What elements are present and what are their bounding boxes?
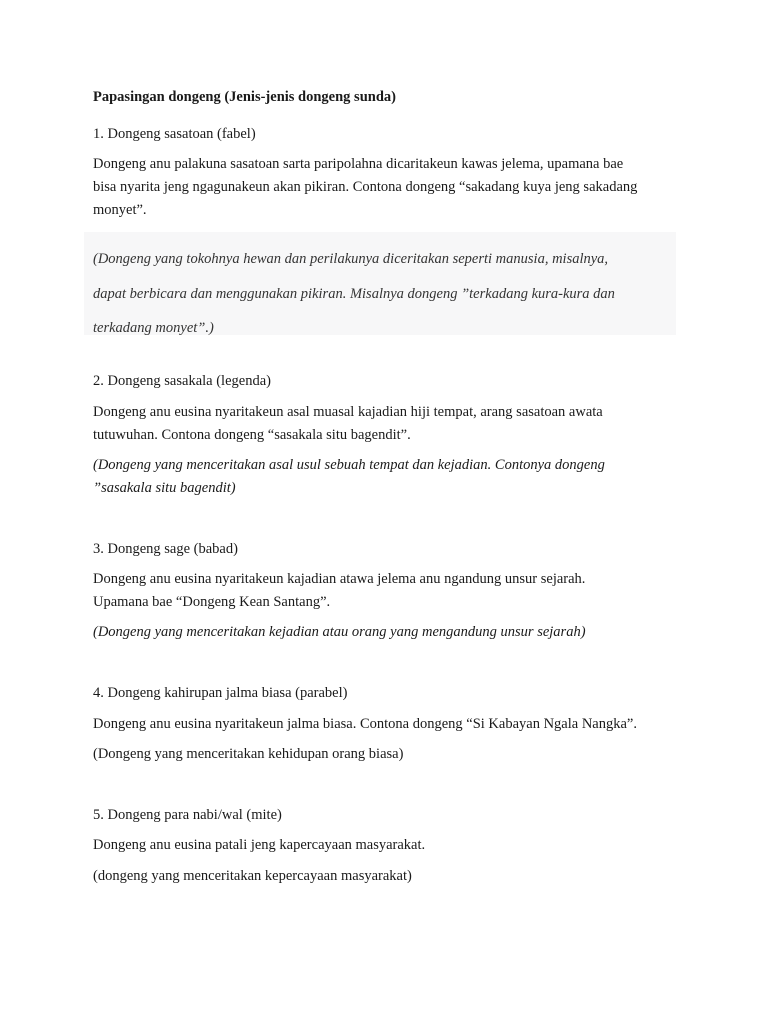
section-1-translation-line: dapat berbicara dan menggunakan pikiran. Misalnya dongeng ”terkadang kura-kura dan — [93, 286, 615, 302]
section-2-body-line: tutuwuhan. Contona dongeng “sasakala situ bagendit”. — [93, 427, 411, 443]
section-5-body-line: Dongeng anu eusina patali jeng kapercayaan masyarakat. — [93, 837, 426, 853]
section-1-heading: 1. Dongeng sasatoan (fabel) — [93, 126, 256, 142]
section-4-heading: 4. Dongeng kahirupan jalma biasa (parabel) — [93, 685, 348, 701]
section-2-body-line: Dongeng anu eusina nyaritakeun asal muasal kajadian hiji tempat, arang sasatoan awata — [93, 404, 603, 420]
section-1-body-line: monyet”. — [93, 202, 147, 218]
section-2-heading: 2. Dongeng sasakala (legenda) — [93, 373, 271, 389]
section-1-translation-line: terkadang monyet”.) — [93, 320, 214, 336]
section-5-translation-line: (dongeng yang menceritakan kepercayaan masyarakat) — [93, 868, 412, 884]
section-3-body-line: Upamana bae “Dongeng Kean Santang”. — [93, 594, 331, 610]
section-1-body-line: Dongeng anu palakuna sasatoan sarta paripolahna dicaritakeun kawas jelema, upamana bae — [93, 156, 624, 172]
document-title: Papasingan dongeng (Jenis-jenis dongeng sunda) — [93, 89, 396, 105]
section-1-translation-line: (Dongeng yang tokohnya hewan dan perilakunya diceritakan seperti manusia, misalnya, — [93, 251, 609, 267]
section-2-translation-line: ”sasakala situ bagendit) — [93, 480, 236, 496]
section-4-translation-line: (Dongeng yang menceritakan kehidupan orang biasa) — [93, 746, 404, 762]
section-2-translation-line: (Dongeng yang menceritakan asal usul sebuah tempat dan kejadian. Contonya dongeng — [93, 457, 605, 473]
section-3-translation-line: (Dongeng yang menceritakan kejadian atau orang yang mengandung unsur sejarah) — [93, 624, 586, 640]
section-4-body-line: Dongeng anu eusina nyaritakeun jalma biasa. Contona dongeng “Si Kabayan Ngala Nangka”. — [93, 716, 637, 732]
section-5-heading: 5. Dongeng para nabi/wal (mite) — [93, 807, 282, 823]
section-3-heading: 3. Dongeng sage (babad) — [93, 541, 238, 557]
section-3-body-line: Dongeng anu eusina nyaritakeun kajadian atawa jelema anu ngandung unsur sejarah. — [93, 571, 586, 587]
section-1-body-line: bisa nyarita jeng ngagunakeun akan pikiran. Contona dongeng “sakadang kuya jeng sakadang — [93, 179, 638, 195]
